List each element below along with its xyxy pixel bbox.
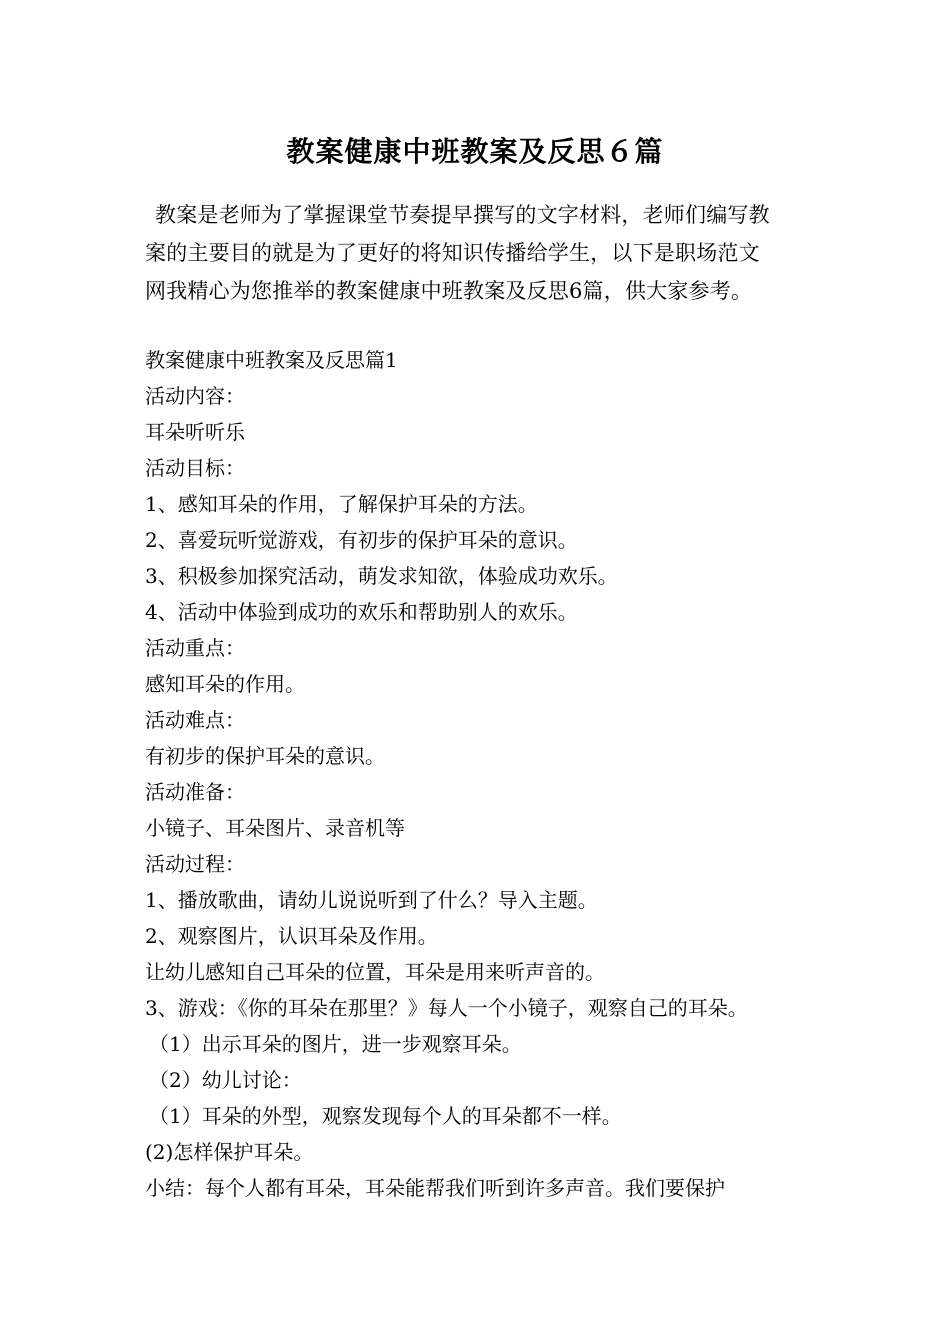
text-line: （1）耳朵的外型，观察发现每个人的耳朵都不一样。 xyxy=(149,1104,622,1128)
text-line: 有初步的保护耳朵的意识。 xyxy=(145,744,385,768)
text-line: 小镜子、耳朵图片、录音机等 xyxy=(145,816,405,840)
intro-paragraph xyxy=(145,196,815,310)
document-title: 教案健康中班教案及反思６篇 xyxy=(286,135,664,168)
text-line: 活动内容： xyxy=(145,384,245,408)
text-line: 2、喜爱玩听觉游戏，有初步的保护耳朵的意识。 xyxy=(145,528,578,552)
text-line: 让幼儿感知自己耳朵的位置，耳朵是用来听声音的。 xyxy=(145,960,605,984)
text-line: 3、积极参加探究活动，萌发求知欲，体验成功欢乐。 xyxy=(145,564,618,588)
text-line: （2）幼儿讨论： xyxy=(149,1068,302,1092)
text-line: 活动重点： xyxy=(145,636,245,660)
text-line: 活动目标： xyxy=(145,456,245,480)
intro-line: 教案是老师为了掌握课堂节奏提早撰写的文字材料，老师们编写教 xyxy=(155,203,770,227)
lesson-body xyxy=(145,342,835,1206)
text-line: 感知耳朵的作用。 xyxy=(145,672,305,696)
text-line: 4、活动中体验到成功的欢乐和帮助别人的欢乐。 xyxy=(145,600,578,624)
text-line: 耳朵听听乐 xyxy=(145,420,245,444)
section-heading: 教案健康中班教案及反思篇1 xyxy=(145,348,398,372)
text-line: 小结：每个人都有耳朵，耳朵能帮我们听到许多声音。我们要保护 xyxy=(145,1176,725,1200)
intro-line: 网我精心为您推举的教案健康中班教案及反思6篇，供大家参考。 xyxy=(145,279,753,303)
intro-line: 案的主要目的就是为了更好的将知识传播给学生，以下是职场范文 xyxy=(145,241,760,265)
text-line: （1）出示耳朵的图片，进一步观察耳朵。 xyxy=(149,1032,522,1056)
text-line: 活动准备： xyxy=(145,780,245,804)
text-line: 2、观察图片，认识耳朵及作用。 xyxy=(145,924,438,948)
text-line: (2)怎样保护耳朵。 xyxy=(145,1140,314,1164)
text-line: 3、游戏：《你的耳朵在那里？》每人一个小镜子，观察自己的耳朵。 xyxy=(145,996,748,1020)
text-line: 活动难点： xyxy=(145,708,245,732)
text-line: 1、播放歌曲，请幼儿说说听到了什么？导入主题。 xyxy=(145,888,598,912)
text-line: 1、感知耳朵的作用，了解保护耳朵的方法。 xyxy=(145,492,538,516)
text-line: 活动过程： xyxy=(145,852,245,876)
